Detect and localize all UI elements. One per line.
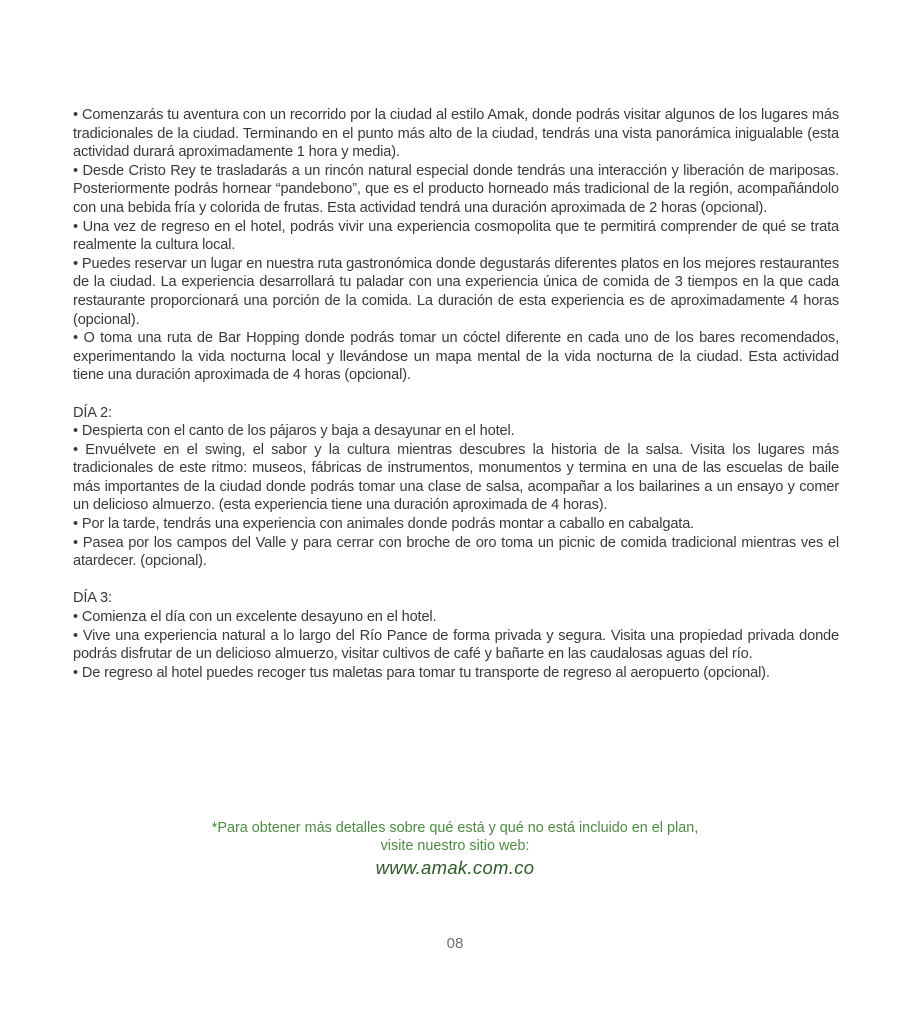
day-3-item: • Comienza el día con un excelente desayuno en el hotel.	[73, 609, 437, 626]
day-2-heading: DÍA 2:	[73, 404, 112, 421]
day-2-item: • Pasea por los campos del Valle y para cerrar con broche de oro toma un picnic de comida tradicional mientras ves el atardecer. (opcional).	[73, 534, 839, 570]
website-link[interactable]: www.amak.com.co	[375, 857, 535, 878]
footer-note-line-2: visite nuestro sitio web:	[380, 838, 530, 854]
itinerary-content	[73, 106, 839, 682]
day-1-item: • Puedes reservar un lugar en nuestra ruta gastronómica donde degustarás diferentes platos en los mejores restaurantes de la ciudad. La experiencia desarrollará tu paladar con una experiencia única de comida de 3 tiempos en la que cada restaurante proporcionará una porción de la comida. La duración de esta experiencia es de aproximadamente 4 horas (opcional).	[73, 255, 839, 328]
day-3-item: • Vive una experiencia natural a lo largo del Río Pance de forma privada y segura. Visita una propiedad privada donde podrás disfrutar de un delicioso almuerzo, visitar cultivos de café y bañarte en las caudalosas aguas del río.	[73, 627, 839, 663]
day-2-item: • Por la tarde, tendrás una experiencia con animales donde podrás montar a caballo en cabalgata.	[73, 516, 695, 533]
day-1-section	[73, 106, 839, 385]
day-1-item: • Comenzarás tu aventura con un recorrido por la ciudad al estilo Amak, donde podrás visitar algunos de los lugares más tradicionales de la ciudad. Terminando en el punto más alto de la ciudad, tendrás una vista panorámica inigualable (esta actividad durará aproximadamente 1 hora y media).	[73, 107, 839, 161]
day-2-section	[73, 404, 839, 571]
day-3-section	[73, 589, 839, 682]
day-1-item: • Desde Cristo Rey te trasladarás a un rincón natural especial donde tendrás una interacción y liberación de mariposas. Posteriormente podrás hornear “pandebono”, que es el producto horneado más tradicional de la región, acompañándolo con una bebida fría y colorida de frutas. Esta actividad tendrá una duración aproximada de 2 horas (opcional).	[73, 162, 839, 216]
day-2-item: • Despierta con el canto de los pájaros y baja a desayunar en el hotel.	[73, 423, 515, 440]
day-3-item: • De regreso al hotel puedes recoger tus maletas para tomar tu transporte de regreso al aeropuerto (opcional).	[73, 664, 770, 681]
day-3-heading: DÍA 3:	[73, 590, 112, 607]
day-1-item: • Una vez de regreso en el hotel, podrás vivir una experiencia cosmopolita que te permitirá comprender de qué se trata realmente la cultura local.	[73, 218, 839, 254]
footer-note	[0, 819, 910, 855]
day-1-item: • O toma una ruta de Bar Hopping donde podrás tomar un cóctel diferente en cada uno de los bares recomendados, experimentando la vida nocturna local y llevándose un mapa mental de la vida nocturna de la ciudad. Esta actividad tiene una duración aproximada de 4 horas (opcional).	[73, 330, 839, 384]
footer-note-line-1: *Para obtener más detalles sobre qué está y qué no está incluido en el plan,	[211, 820, 699, 836]
page-number: 08	[446, 935, 464, 952]
day-2-item: • Envuélvete en el swing, el sabor y la cultura mientras descubres la historia de la salsa. Visita los lugares más tradicionales de este ritmo: museos, fábricas de instrumentos, monumentos y termina en una de las escuelas de baile más importantes de la ciudad donde podrás tomar una clase de salsa, acompañar a los bailarines a un ensayo y comer un delicioso almuerzo. (esta experiencia tiene una duración aproximada de 4 horas).	[73, 441, 839, 514]
